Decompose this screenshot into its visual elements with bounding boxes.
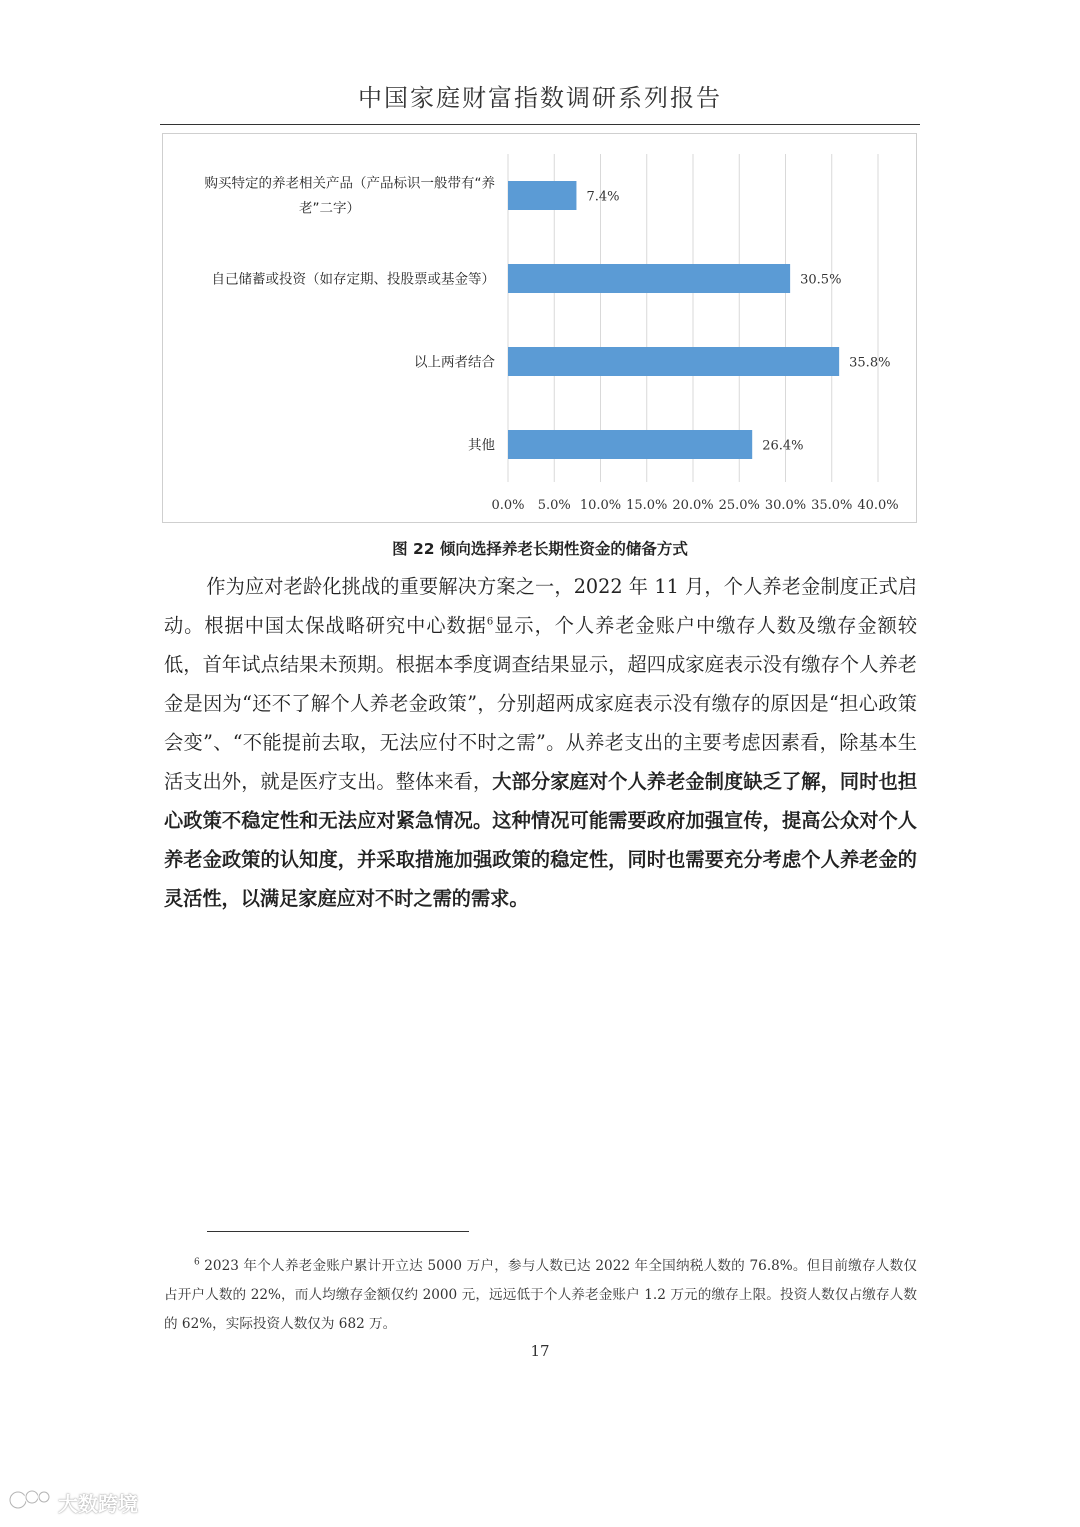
footnote-text: 2023 年个人养老金账户累计开立达 5000 万户，参与人数已达 2022 年全国纳税人数的 76.8%。但目前缴存人数仅占开户人数的 22%，而人均缴存金额仅约 2000 元，远远低于个人养老金账户 1.2 万元的缴存上限。投资人数仅占缴存人数的 62%，实际投资人数仅为 682 万。 bbox=[164, 1258, 917, 1332]
paragraph-text: 作为应对老龄化挑战的重要解决方案之一，2022 年 11 月，个人养老金制度正式启动。根据中国太保战略研究中心数据 bbox=[164, 575, 917, 637]
x-tick-label: 15.0% bbox=[626, 498, 668, 513]
paragraph-emphasis: 大部分家庭对个人养老金制度缺乏了解，同时也担心政策不稳定性和无法应对紧急情况。这种情况可能需要政府加强宣传，提高公众对个人养老金政策的认知度，并采取措施加强政策的稳定性，同时也需要充分考虑个人养老金的灵活性，以满足家庭应对不时之需的需求。 bbox=[164, 770, 918, 910]
x-tick-label: 25.0% bbox=[718, 498, 760, 513]
logo-icon bbox=[8, 1487, 52, 1517]
data-label: 35.8% bbox=[849, 355, 891, 371]
x-tick-label: 5.0% bbox=[537, 498, 571, 513]
header-rule bbox=[160, 124, 920, 125]
footnote-rule bbox=[207, 1231, 469, 1232]
watermark-text: 大数跨境 bbox=[58, 1491, 138, 1516]
body-paragraph bbox=[164, 567, 917, 918]
running-header: 中国家庭财富指数调研系列报告 bbox=[358, 84, 722, 112]
bar bbox=[508, 430, 752, 459]
x-tick-label: 0.0% bbox=[491, 498, 525, 513]
bar bbox=[508, 347, 839, 376]
page-number: 17 bbox=[530, 1342, 550, 1360]
y-category-label: 其他 bbox=[468, 437, 495, 454]
watermark bbox=[8, 1488, 138, 1516]
bar-chart-svg bbox=[163, 134, 918, 524]
y-category-label: 购买特定的养老相关产品（产品标识一般带有“养 bbox=[204, 175, 495, 192]
x-tick-label: 40.0% bbox=[857, 498, 899, 513]
data-label: 26.4% bbox=[762, 438, 804, 454]
paragraph-text-continued: 显示，个人养老金账户中缴存人数及缴存金额较低，首年试点结果未预期。根据本季度调查结果显示，超四成家庭表示没有缴存个人养老金是因为“还不了解个人养老金政策”，分别超两成家庭表示没有缴存的原因是“担心政策会变”、“不能提前去取，无法应付不时之需”。从养老支出的主要考虑因素看，除基本生活支出外，就是医疗支出。整体来看， bbox=[164, 614, 918, 793]
x-tick-label: 10.0% bbox=[579, 498, 622, 513]
y-category-label-line2: 老”二字） bbox=[299, 200, 360, 217]
bar bbox=[508, 181, 576, 210]
data-label: 7.4% bbox=[586, 189, 620, 205]
footnote bbox=[164, 1252, 917, 1339]
x-tick-label: 30.0% bbox=[764, 498, 807, 513]
y-category-label: 以上两者结合 bbox=[414, 354, 495, 371]
bar bbox=[508, 264, 790, 293]
footnote-marker: 6 bbox=[194, 1257, 200, 1268]
figure-caption: 图 22 倾向选择养老长期性资金的储备方式 bbox=[392, 540, 688, 558]
bar-chart bbox=[162, 133, 917, 523]
footnote-reference[interactable]: 6 bbox=[486, 616, 494, 628]
x-tick-label: 35.0% bbox=[811, 498, 853, 513]
y-category-label: 自己储蓄或投资（如存定期、投股票或基金等） bbox=[211, 271, 495, 288]
data-label: 30.5% bbox=[800, 272, 842, 288]
x-tick-label: 20.0% bbox=[672, 498, 714, 513]
